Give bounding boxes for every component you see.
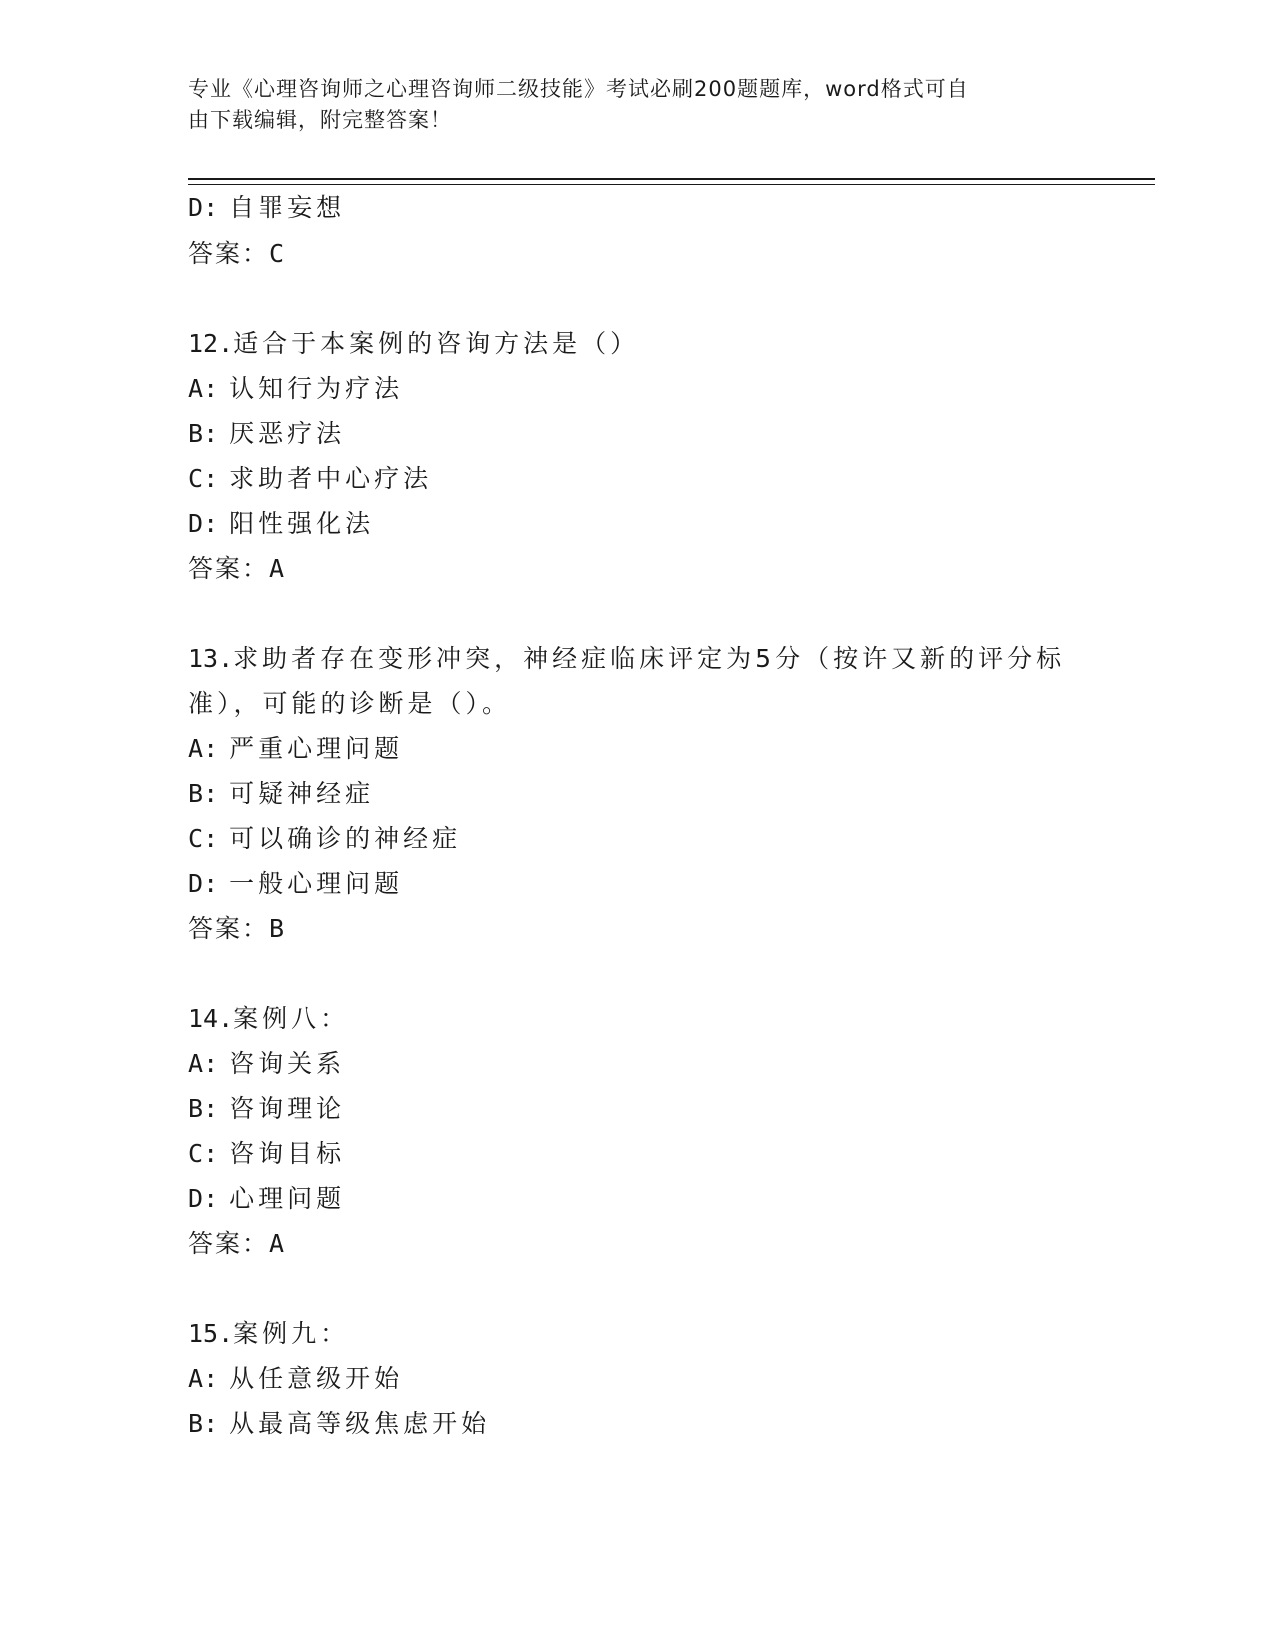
q13-option-d: D: 一般心理问题 (188, 869, 404, 898)
q14-option-c: C: 咨询目标 (188, 1139, 346, 1168)
question-15: 15.案例九： (188, 1319, 350, 1348)
question-13-line-2: 准），可能的诊断是（）。 (188, 689, 512, 718)
q14-option-a: A: 咨询关系 (188, 1049, 346, 1078)
prev-answer: 答案：C (188, 239, 285, 268)
header-line-1: 专业《心理咨询师之心理咨询师二级技能》考试必刷200题题库，word格式可自 (188, 77, 969, 101)
prev-option-d: D: 自罪妄想 (188, 193, 346, 222)
q14-option-d: D: 心理问题 (188, 1184, 346, 1213)
q12-answer: 答案：A (188, 554, 285, 583)
q15-option-b: B: 从最高等级焦虑开始 (188, 1409, 491, 1438)
q12-option-d: D: 阳性强化法 (188, 509, 375, 538)
page-header (188, 74, 1088, 136)
header-rule-thin (188, 184, 1155, 185)
q12-option-b: B: 厌恶疗法 (188, 419, 346, 448)
header-rule-thick (188, 178, 1155, 180)
q14-option-b: B: 咨询理论 (188, 1094, 346, 1123)
q13-option-c: C: 可以确诊的神经症 (188, 824, 462, 853)
question-14: 14.案例八： (188, 1004, 350, 1033)
q13-option-a: A: 严重心理问题 (188, 734, 404, 763)
q14-answer: 答案：A (188, 1229, 285, 1258)
q13-option-b: B: 可疑神经症 (188, 779, 375, 808)
q13-answer: 答案：B (188, 914, 285, 943)
q12-option-c: C: 求助者中心疗法 (188, 464, 433, 493)
q12-option-a: A: 认知行为疗法 (188, 374, 404, 403)
question-12: 12.适合于本案例的咨询方法是（） (188, 329, 640, 358)
q15-option-a: A: 从任意级开始 (188, 1364, 404, 1393)
header-line-2: 由下载编辑，附完整答案！ (188, 108, 452, 132)
question-13-line-1: 13.求助者存在变形冲突，神经症临床评定为5分（按许又新的评分标 (188, 644, 1066, 673)
